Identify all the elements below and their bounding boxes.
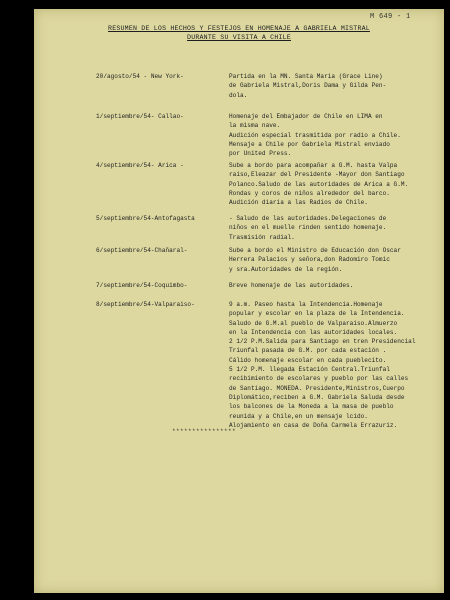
event-date-place: 7/septiembre/54-Coquimbo- <box>96 282 188 289</box>
event-description-line: Cálido homenaje escolar en cada pueblecito. <box>229 356 387 364</box>
event-description-line: dola. <box>229 91 248 99</box>
event-description <box>229 214 439 242</box>
event-description-line: reunida y a Chile,en un mensaje lcído. <box>229 412 368 420</box>
event-description-line: Trasmisión radial. <box>229 233 295 241</box>
event-description-line: Sube a bordo el Ministro de Educación don Oscar <box>229 247 401 254</box>
event-description-line: y sra.Autoridades de la región. <box>229 265 343 273</box>
event-description-line: Mensaje a Chile por Gabriela Mistral enviado <box>229 140 390 148</box>
event-description-line: popular y escolar en la plaza de la Intendencia. <box>229 310 405 318</box>
event-date-place: 6/septiembre/54-Chañaral- <box>96 247 188 254</box>
document-title-line-1: RESUMEN DE LOS HECHOS Y FESTEJOS EN HOMENAJE A GABRIELA MISTRAL <box>108 25 370 32</box>
archive-reference-number: M 649 - 1 <box>370 13 411 21</box>
event-description <box>229 72 439 100</box>
event-description-line: Homenaje del Embajador de Chile en LIMA en <box>229 113 383 120</box>
event-description <box>229 281 439 290</box>
event-description-line: raiso,Eleazar del Presidente -Mayor don Santiago <box>229 171 405 179</box>
event-description-line: recibimiento de escolares y pueblo por las calles <box>229 375 409 383</box>
event-date-place: 1/septiembre/54- Callao- <box>96 113 184 120</box>
event-description-line: Audición especial trasmitida por radio a Chile. <box>229 131 401 139</box>
event-description-line: en la Intendencia con las autoridades locales. <box>229 328 398 336</box>
event-description-line: 5 1/2 P.M. llegada Estación Central.Triunfal <box>229 366 390 374</box>
event-description-line: de Gabriela Mistral,Doris Dama y Gilda Pen- <box>229 82 387 90</box>
event-description-line: Breve homenaje de las autoridades. <box>229 282 354 289</box>
event-description-line: Herrera Palacios y señora,don Radomiro Tomic <box>229 256 390 264</box>
event-description-line: de Santiago. MONEDA. Presidente,Ministros,Cuerpo <box>229 384 405 392</box>
separator-line: **************** <box>172 428 237 435</box>
event-date-place: 4/septiembre/54- Arica - <box>96 162 184 169</box>
event-description-line: los balcones de la Moneda a la masa de pueblo <box>229 403 394 411</box>
event-description-line: Alojamiento en casa de Doña Carmela Errazuriz. <box>229 421 398 429</box>
event-description-line: Audición diaria a las Radios de Chile. <box>229 199 368 207</box>
event-date-place: 8/septiembre/54-Valparaiso- <box>96 301 195 308</box>
event-description <box>229 300 439 430</box>
event-description-line: Polanco.Saludo de las autoridades de Arica a G.M. <box>229 180 409 188</box>
event-description-line: Triunfal pasada de G.M. por cada estación . <box>229 347 387 355</box>
event-description <box>229 112 439 158</box>
document-title-line-2: DURANTE SU VISITA A CHILE <box>187 34 291 41</box>
event-description-line: Sube a bordo para acompañar a G.M. hasta Valpa <box>229 162 398 169</box>
event-description-line: la misma nave. <box>229 122 281 130</box>
event-description-line: niños en el muelle rinden sentido homenaje. <box>229 224 387 232</box>
event-description-line: 2 1/2 P.M.Salida para Santiago en tren Presidencial <box>229 338 416 346</box>
document-page <box>34 9 444 593</box>
event-description-line: - Saludo de las autoridades.Delegaciones de <box>229 215 387 222</box>
event-description-line: Saludo de G.M.al pueblo de Valparaiso.Almuerzo <box>229 319 398 327</box>
event-description <box>229 246 439 274</box>
event-description-line: por United Press. <box>229 150 292 158</box>
event-description-line: 9 a.m. Paseo hasta la Intendencia.Homenaje <box>229 301 383 308</box>
event-date-place: 20/agosto/54 - New York- <box>96 73 184 80</box>
event-description-line: Rondas y coros de niños alrededor del barco. <box>229 189 390 197</box>
event-description <box>229 161 439 207</box>
event-description-line: Diplomático,reciben a G.M. Gabriela Saluda desde <box>229 393 405 401</box>
event-date-place: 5/septiembre/54-Antofagasta <box>96 215 195 222</box>
event-description-line: Partida en la MN. Santa Maria (Grace Line) <box>229 73 383 80</box>
